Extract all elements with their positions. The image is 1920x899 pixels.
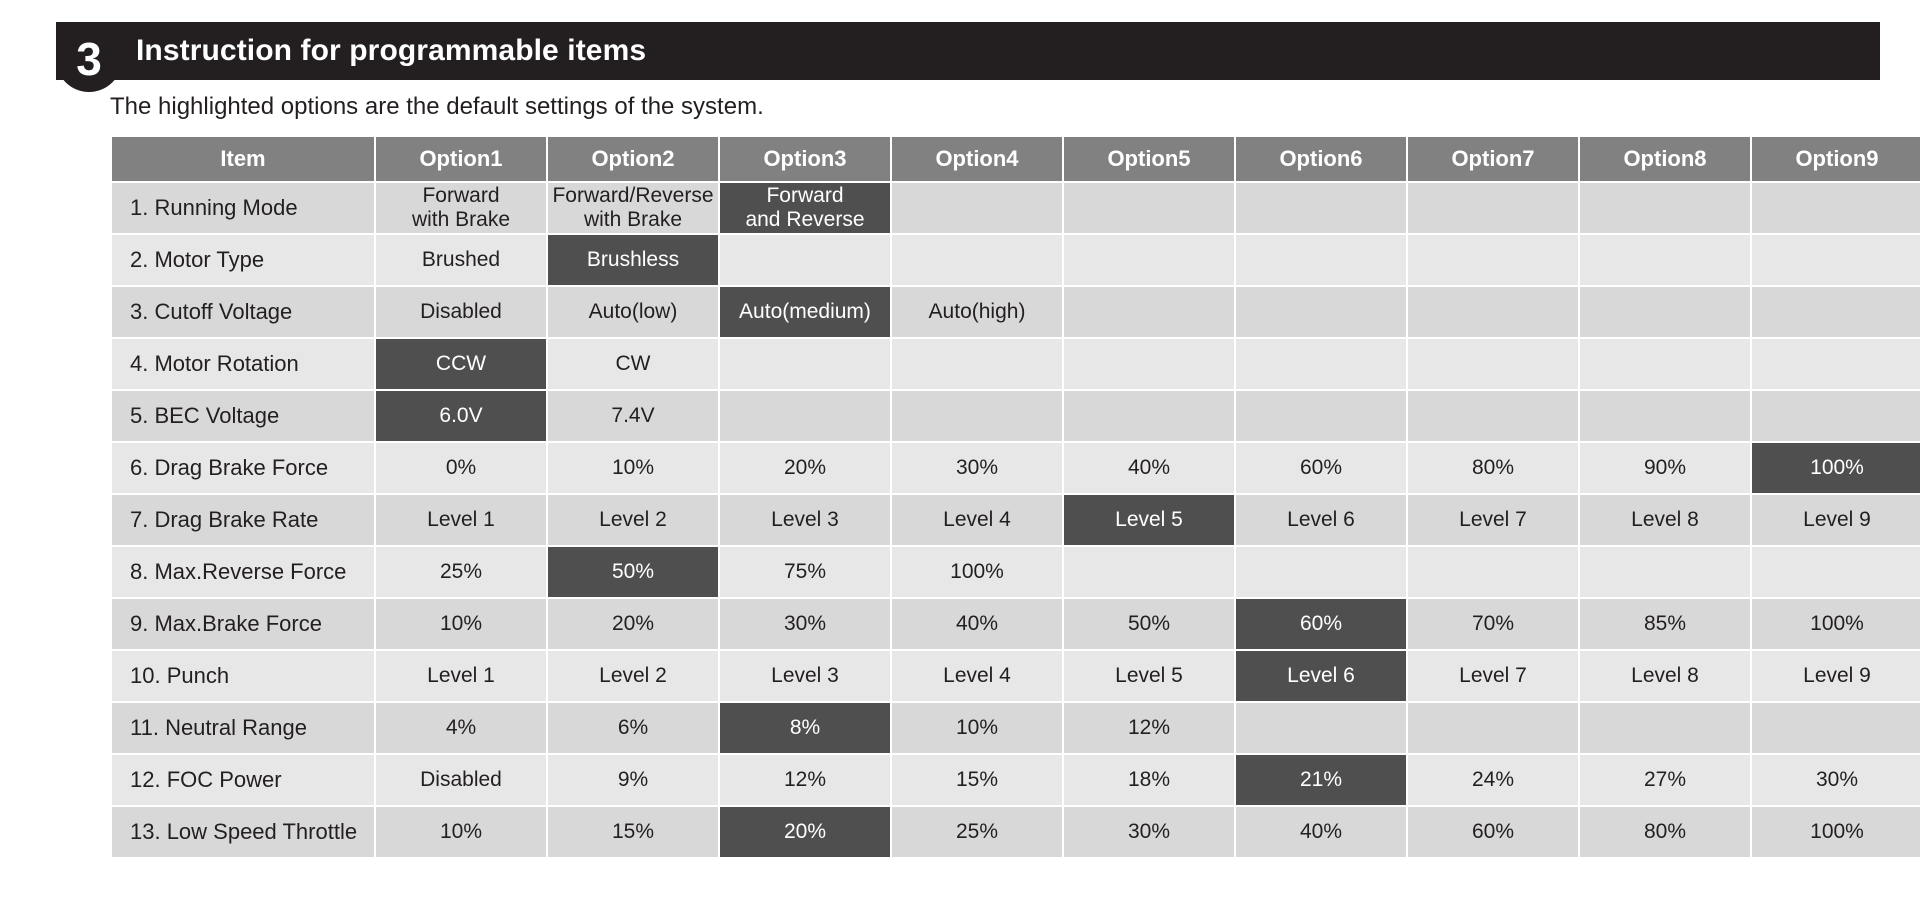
option-cell[interactable]: 40%	[892, 599, 1062, 649]
option-cell[interactable]	[548, 183, 718, 233]
column-header-option-7: Option7	[1408, 137, 1578, 181]
option-cell[interactable]	[376, 183, 546, 233]
option-cell[interactable]: 6%	[548, 703, 718, 753]
option-cell[interactable]: Disabled	[376, 287, 546, 337]
option-cell[interactable]: 18%	[1064, 755, 1234, 805]
column-header-item: Item	[112, 137, 374, 181]
option-cell-selected[interactable]: 21%	[1236, 755, 1406, 805]
option-cell[interactable]: Level 7	[1408, 651, 1578, 701]
option-cell-empty	[1408, 703, 1578, 753]
table-row	[112, 443, 1920, 493]
option-cell[interactable]: Level 2	[548, 495, 718, 545]
table-header-row	[112, 137, 1920, 181]
subtitle-text: The highlighted options are the default settings of the system.	[110, 93, 764, 120]
column-header-option-5: Option5	[1064, 137, 1234, 181]
option-cell[interactable]: Level 5	[1064, 651, 1234, 701]
column-header-option-9: Option9	[1752, 137, 1920, 181]
step-number-badge: 3	[56, 26, 122, 92]
option-cell-empty	[1236, 183, 1406, 233]
table-row	[112, 547, 1920, 597]
option-cell-empty	[1064, 339, 1234, 389]
option-cell[interactable]: Level 3	[720, 495, 890, 545]
option-cell-empty	[720, 339, 890, 389]
option-cell[interactable]: CW	[548, 339, 718, 389]
option-cell[interactable]: Level 6	[1236, 495, 1406, 545]
option-cell[interactable]: Level 1	[376, 651, 546, 701]
option-cell[interactable]: 4%	[376, 703, 546, 753]
option-cell-empty	[1752, 235, 1920, 285]
option-cell-empty	[1064, 391, 1234, 441]
option-cell-line: with Brake	[411, 208, 511, 231]
option-cell-empty	[1752, 183, 1920, 233]
option-cell[interactable]: 30%	[892, 443, 1062, 493]
option-cell[interactable]: 40%	[1064, 443, 1234, 493]
option-cell-line: with Brake	[583, 208, 683, 231]
option-cell[interactable]: 10%	[892, 703, 1062, 753]
option-cell-empty	[1236, 235, 1406, 285]
option-cell-selected[interactable]: Brushless	[548, 235, 718, 285]
option-cell-selected[interactable]: 50%	[548, 547, 718, 597]
option-cell-selected[interactable]: 20%	[720, 807, 890, 857]
option-cell[interactable]: 0%	[376, 443, 546, 493]
option-cell[interactable]: 60%	[1408, 807, 1578, 857]
row-item-label: 10. Punch	[112, 651, 374, 701]
option-cell[interactable]: 80%	[1580, 807, 1750, 857]
option-cell[interactable]: 10%	[548, 443, 718, 493]
row-item-label: 13. Low Speed Throttle	[112, 807, 374, 857]
option-cell[interactable]: Level 8	[1580, 495, 1750, 545]
option-cell-empty	[1064, 235, 1234, 285]
table-row	[112, 235, 1920, 285]
option-cell[interactable]: 20%	[720, 443, 890, 493]
option-cell[interactable]: Level 8	[1580, 651, 1750, 701]
option-cell[interactable]: 50%	[1064, 599, 1234, 649]
row-item-label: 7. Drag Brake Rate	[112, 495, 374, 545]
option-cell[interactable]: 30%	[720, 599, 890, 649]
option-cell[interactable]: 30%	[1064, 807, 1234, 857]
option-cell[interactable]: Level 3	[720, 651, 890, 701]
option-cell-selected[interactable]: Auto(medium)	[720, 287, 890, 337]
option-cell-empty	[1752, 547, 1920, 597]
option-cell[interactable]: 100%	[892, 547, 1062, 597]
option-cell[interactable]: Level 4	[892, 651, 1062, 701]
option-cell-empty	[1580, 183, 1750, 233]
option-cell[interactable]: 100%	[1752, 599, 1920, 649]
table-row	[112, 495, 1920, 545]
option-cell-empty	[1580, 547, 1750, 597]
option-cell-empty	[1580, 703, 1750, 753]
option-cell[interactable]: 24%	[1408, 755, 1578, 805]
option-cell[interactable]: 12%	[1064, 703, 1234, 753]
option-cell-empty	[1408, 235, 1578, 285]
option-cell-empty	[1236, 703, 1406, 753]
option-cell-empty	[1236, 287, 1406, 337]
row-item-label: 3. Cutoff Voltage	[112, 287, 374, 337]
row-item-label: 1. Running Mode	[112, 183, 374, 233]
option-cell[interactable]: 10%	[376, 599, 546, 649]
option-cell[interactable]: Level 9	[1752, 495, 1920, 545]
option-cell-empty	[1408, 183, 1578, 233]
option-cell-empty	[1064, 183, 1234, 233]
page-title: Instruction for programmable items	[136, 34, 647, 67]
option-cell-empty	[1752, 391, 1920, 441]
option-cell-empty	[1752, 339, 1920, 389]
option-cell[interactable]: 70%	[1408, 599, 1578, 649]
option-cell-empty	[1408, 287, 1578, 337]
option-cell-line: Forward/Reverse	[552, 184, 714, 208]
table-row	[112, 599, 1920, 649]
row-item-label: 9. Max.Brake Force	[112, 599, 374, 649]
option-cell[interactable]: 40%	[1236, 807, 1406, 857]
option-cell-empty	[1580, 287, 1750, 337]
option-cell-empty	[892, 339, 1062, 389]
option-cell[interactable]: Auto(high)	[892, 287, 1062, 337]
option-cell-line: Forward	[766, 184, 844, 208]
option-cell[interactable]: Brushed	[376, 235, 546, 285]
column-header-option-2: Option2	[548, 137, 718, 181]
row-item-label: 8. Max.Reverse Force	[112, 547, 374, 597]
column-header-option-4: Option4	[892, 137, 1062, 181]
table-row	[112, 651, 1920, 701]
option-cell[interactable]: Level 1	[376, 495, 546, 545]
programmable-items-table-wrapper	[110, 135, 1880, 859]
option-cell-selected[interactable]: CCW	[376, 339, 546, 389]
option-cell[interactable]: Level 4	[892, 495, 1062, 545]
option-cell-selected[interactable]: Level 5	[1064, 495, 1234, 545]
option-cell[interactable]: Disabled	[376, 755, 546, 805]
option-cell[interactable]: 10%	[376, 807, 546, 857]
option-cell-empty	[1064, 287, 1234, 337]
option-cell[interactable]: 15%	[892, 755, 1062, 805]
option-cell-line: and Reverse	[745, 208, 865, 231]
table-row	[112, 755, 1920, 805]
table-row	[112, 391, 1920, 441]
option-cell[interactable]: 60%	[1236, 443, 1406, 493]
table-row	[112, 703, 1920, 753]
row-item-label: 6. Drag Brake Force	[112, 443, 374, 493]
column-header-option-8: Option8	[1580, 137, 1750, 181]
option-cell-line: Forward	[422, 184, 500, 208]
table-row	[112, 807, 1920, 857]
table-row	[112, 287, 1920, 337]
option-cell-selected[interactable]	[720, 183, 890, 233]
option-cell-empty	[1408, 547, 1578, 597]
column-header-option-3: Option3	[720, 137, 890, 181]
option-cell-empty	[1580, 391, 1750, 441]
row-item-label: 2. Motor Type	[112, 235, 374, 285]
section-header-bar	[56, 22, 1880, 85]
option-cell-empty	[720, 235, 890, 285]
option-cell-selected[interactable]: Level 6	[1236, 651, 1406, 701]
option-cell-empty	[1752, 287, 1920, 337]
option-cell-empty	[1408, 339, 1578, 389]
option-cell[interactable]: 80%	[1408, 443, 1578, 493]
option-cell[interactable]: 15%	[548, 807, 718, 857]
option-cell[interactable]: 25%	[376, 547, 546, 597]
option-cell-empty	[1236, 391, 1406, 441]
row-item-label: 12. FOC Power	[112, 755, 374, 805]
option-cell-empty	[1580, 339, 1750, 389]
option-cell[interactable]: 85%	[1580, 599, 1750, 649]
option-cell[interactable]: Level 7	[1408, 495, 1578, 545]
option-cell-empty	[892, 391, 1062, 441]
option-cell[interactable]: 90%	[1580, 443, 1750, 493]
option-cell-selected[interactable]: 60%	[1236, 599, 1406, 649]
row-item-label: 4. Motor Rotation	[112, 339, 374, 389]
table-row	[112, 339, 1920, 389]
option-cell[interactable]: Auto(low)	[548, 287, 718, 337]
option-cell[interactable]: 7.4V	[548, 391, 718, 441]
option-cell-empty	[1236, 547, 1406, 597]
column-header-option-1: Option1	[376, 137, 546, 181]
option-cell-empty	[1064, 547, 1234, 597]
option-cell-empty	[892, 183, 1062, 233]
row-item-label: 11. Neutral Range	[112, 703, 374, 753]
option-cell-empty	[1580, 235, 1750, 285]
option-cell[interactable]: 75%	[720, 547, 890, 597]
option-cell[interactable]: 20%	[548, 599, 718, 649]
option-cell-selected[interactable]: 6.0V	[376, 391, 546, 441]
option-cell[interactable]: 27%	[1580, 755, 1750, 805]
column-header-option-6: Option6	[1236, 137, 1406, 181]
option-cell[interactable]: 9%	[548, 755, 718, 805]
option-cell[interactable]: 25%	[892, 807, 1062, 857]
option-cell-empty	[1752, 703, 1920, 753]
row-item-label: 5. BEC Voltage	[112, 391, 374, 441]
option-cell[interactable]: Level 2	[548, 651, 718, 701]
option-cell[interactable]: 100%	[1752, 807, 1920, 857]
programmable-items-table	[110, 135, 1920, 859]
option-cell-selected[interactable]: 8%	[720, 703, 890, 753]
option-cell-empty	[1408, 391, 1578, 441]
option-cell-empty	[1236, 339, 1406, 389]
table-row	[112, 183, 1920, 233]
option-cell[interactable]: Level 9	[1752, 651, 1920, 701]
option-cell[interactable]: 12%	[720, 755, 890, 805]
option-cell-empty	[720, 391, 890, 441]
option-cell-empty	[892, 235, 1062, 285]
option-cell[interactable]: 30%	[1752, 755, 1920, 805]
option-cell-selected[interactable]: 100%	[1752, 443, 1920, 493]
